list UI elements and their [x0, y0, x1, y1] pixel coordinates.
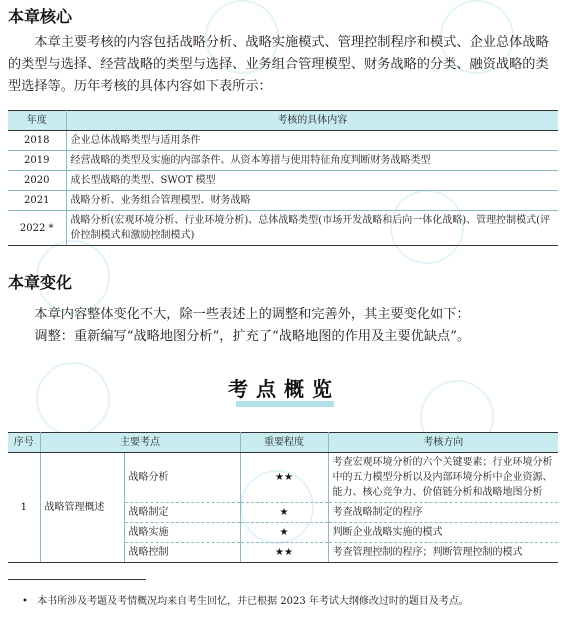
content-cell: 战略分析(宏观环境分析、行业环境分析)、总体战略类型(市场开发战略和后向一体化战略)、管理控制模式(评价控制模式和激励控制模式): [66, 211, 558, 246]
point-name: 战略控制: [124, 543, 240, 563]
core-paragraph: [8, 32, 558, 98]
core-paragraph-text: 本章主要考核的内容包括战略分析、战略实施模式、管理控制程序和模式、企业总体战略的类型与选择、经营战略的类型与选择、业务组合管理模型、财务战略的分类、融资战略的类型选择等。历年考核的具体内容如下表所示：: [8, 35, 549, 94]
direction-text: 考查战略制定的程序: [328, 503, 558, 523]
table-row: [8, 191, 558, 211]
importance-stars: ★★: [240, 543, 328, 563]
importance-stars: ★★: [240, 453, 328, 503]
table-row: [8, 211, 558, 246]
importance-stars: ★: [240, 523, 328, 543]
year-cell: 2021: [8, 191, 66, 211]
section-heading-core: 本章核心: [8, 7, 73, 26]
exam-history-table: [8, 110, 558, 246]
banner-underline: [236, 401, 334, 407]
content-cell: 经营战略的类型及实施的内部条件、从资本筹措与使用特征角度判断财务战略类型: [66, 151, 558, 171]
column-header-importance: 重要程度: [240, 433, 328, 453]
year-cell: 2018: [8, 131, 66, 151]
overview-title: 考点概览: [228, 377, 340, 401]
point-name: 战略制定: [124, 503, 240, 523]
column-header-content: 考核的具体内容: [66, 111, 558, 131]
table-row: [8, 151, 558, 171]
year-cell: 2019: [8, 151, 66, 171]
column-header-year: 年度: [8, 111, 66, 131]
table-row: [8, 453, 558, 503]
table-header-row: [8, 111, 558, 131]
changes-line-2: 调整：重新编写“战略地图分析”，扩充了“战略地图的作用及主要优缺点”。: [34, 329, 471, 344]
column-header-point: 主要考点: [40, 433, 240, 453]
year-cell: 2022 *: [8, 211, 66, 246]
changes-line-1: 本章内容整体变化不大，除一些表述上的调整和完善外，其主要变化如下：: [34, 307, 470, 322]
row-number: 1: [8, 453, 40, 563]
direction-text: 考查宏观环境分析的六个关键要素；行业环境分析中的五力模型分析以及内部环境分析中企业资源、能力、核心竞争力、价值链分析和战略地图分析: [328, 453, 558, 503]
table-row: [8, 131, 558, 151]
footnote: [22, 592, 469, 607]
importance-stars: ★: [240, 503, 328, 523]
key-points-table: [8, 432, 558, 563]
content-cell: 成长型战略的类型、SWOT 模型: [66, 171, 558, 191]
section-heading-changes: 本章变化: [8, 273, 73, 292]
footnote-text: 本书所涉及考题及考情概况均来自考生回忆，并已根据 2023 年考试大纲修改过时的题目及考点。: [37, 596, 469, 607]
overview-banner: [0, 373, 568, 402]
table-row: [8, 171, 558, 191]
point-name: 战略分析: [124, 453, 240, 503]
column-header-direction: 考核方向: [328, 433, 558, 453]
topic-group: 战略管理概述: [40, 453, 124, 563]
footnote-rule: [8, 579, 146, 580]
footnote-marker: •: [22, 596, 28, 607]
direction-text: 判断企业战略实施的模式: [328, 523, 558, 543]
table-header-row: [8, 433, 558, 453]
content-cell: 企业总体战略类型与适用条件: [66, 131, 558, 151]
content-cell: 战略分析、业务组合管理模型、财务战略: [66, 191, 558, 211]
direction-text: 考查管理控制的程序；判断管理控制的模式: [328, 543, 558, 563]
column-header-no: 序号: [8, 433, 40, 453]
year-cell: 2020: [8, 171, 66, 191]
changes-paragraph: [8, 304, 558, 348]
point-name: 战略实施: [124, 523, 240, 543]
